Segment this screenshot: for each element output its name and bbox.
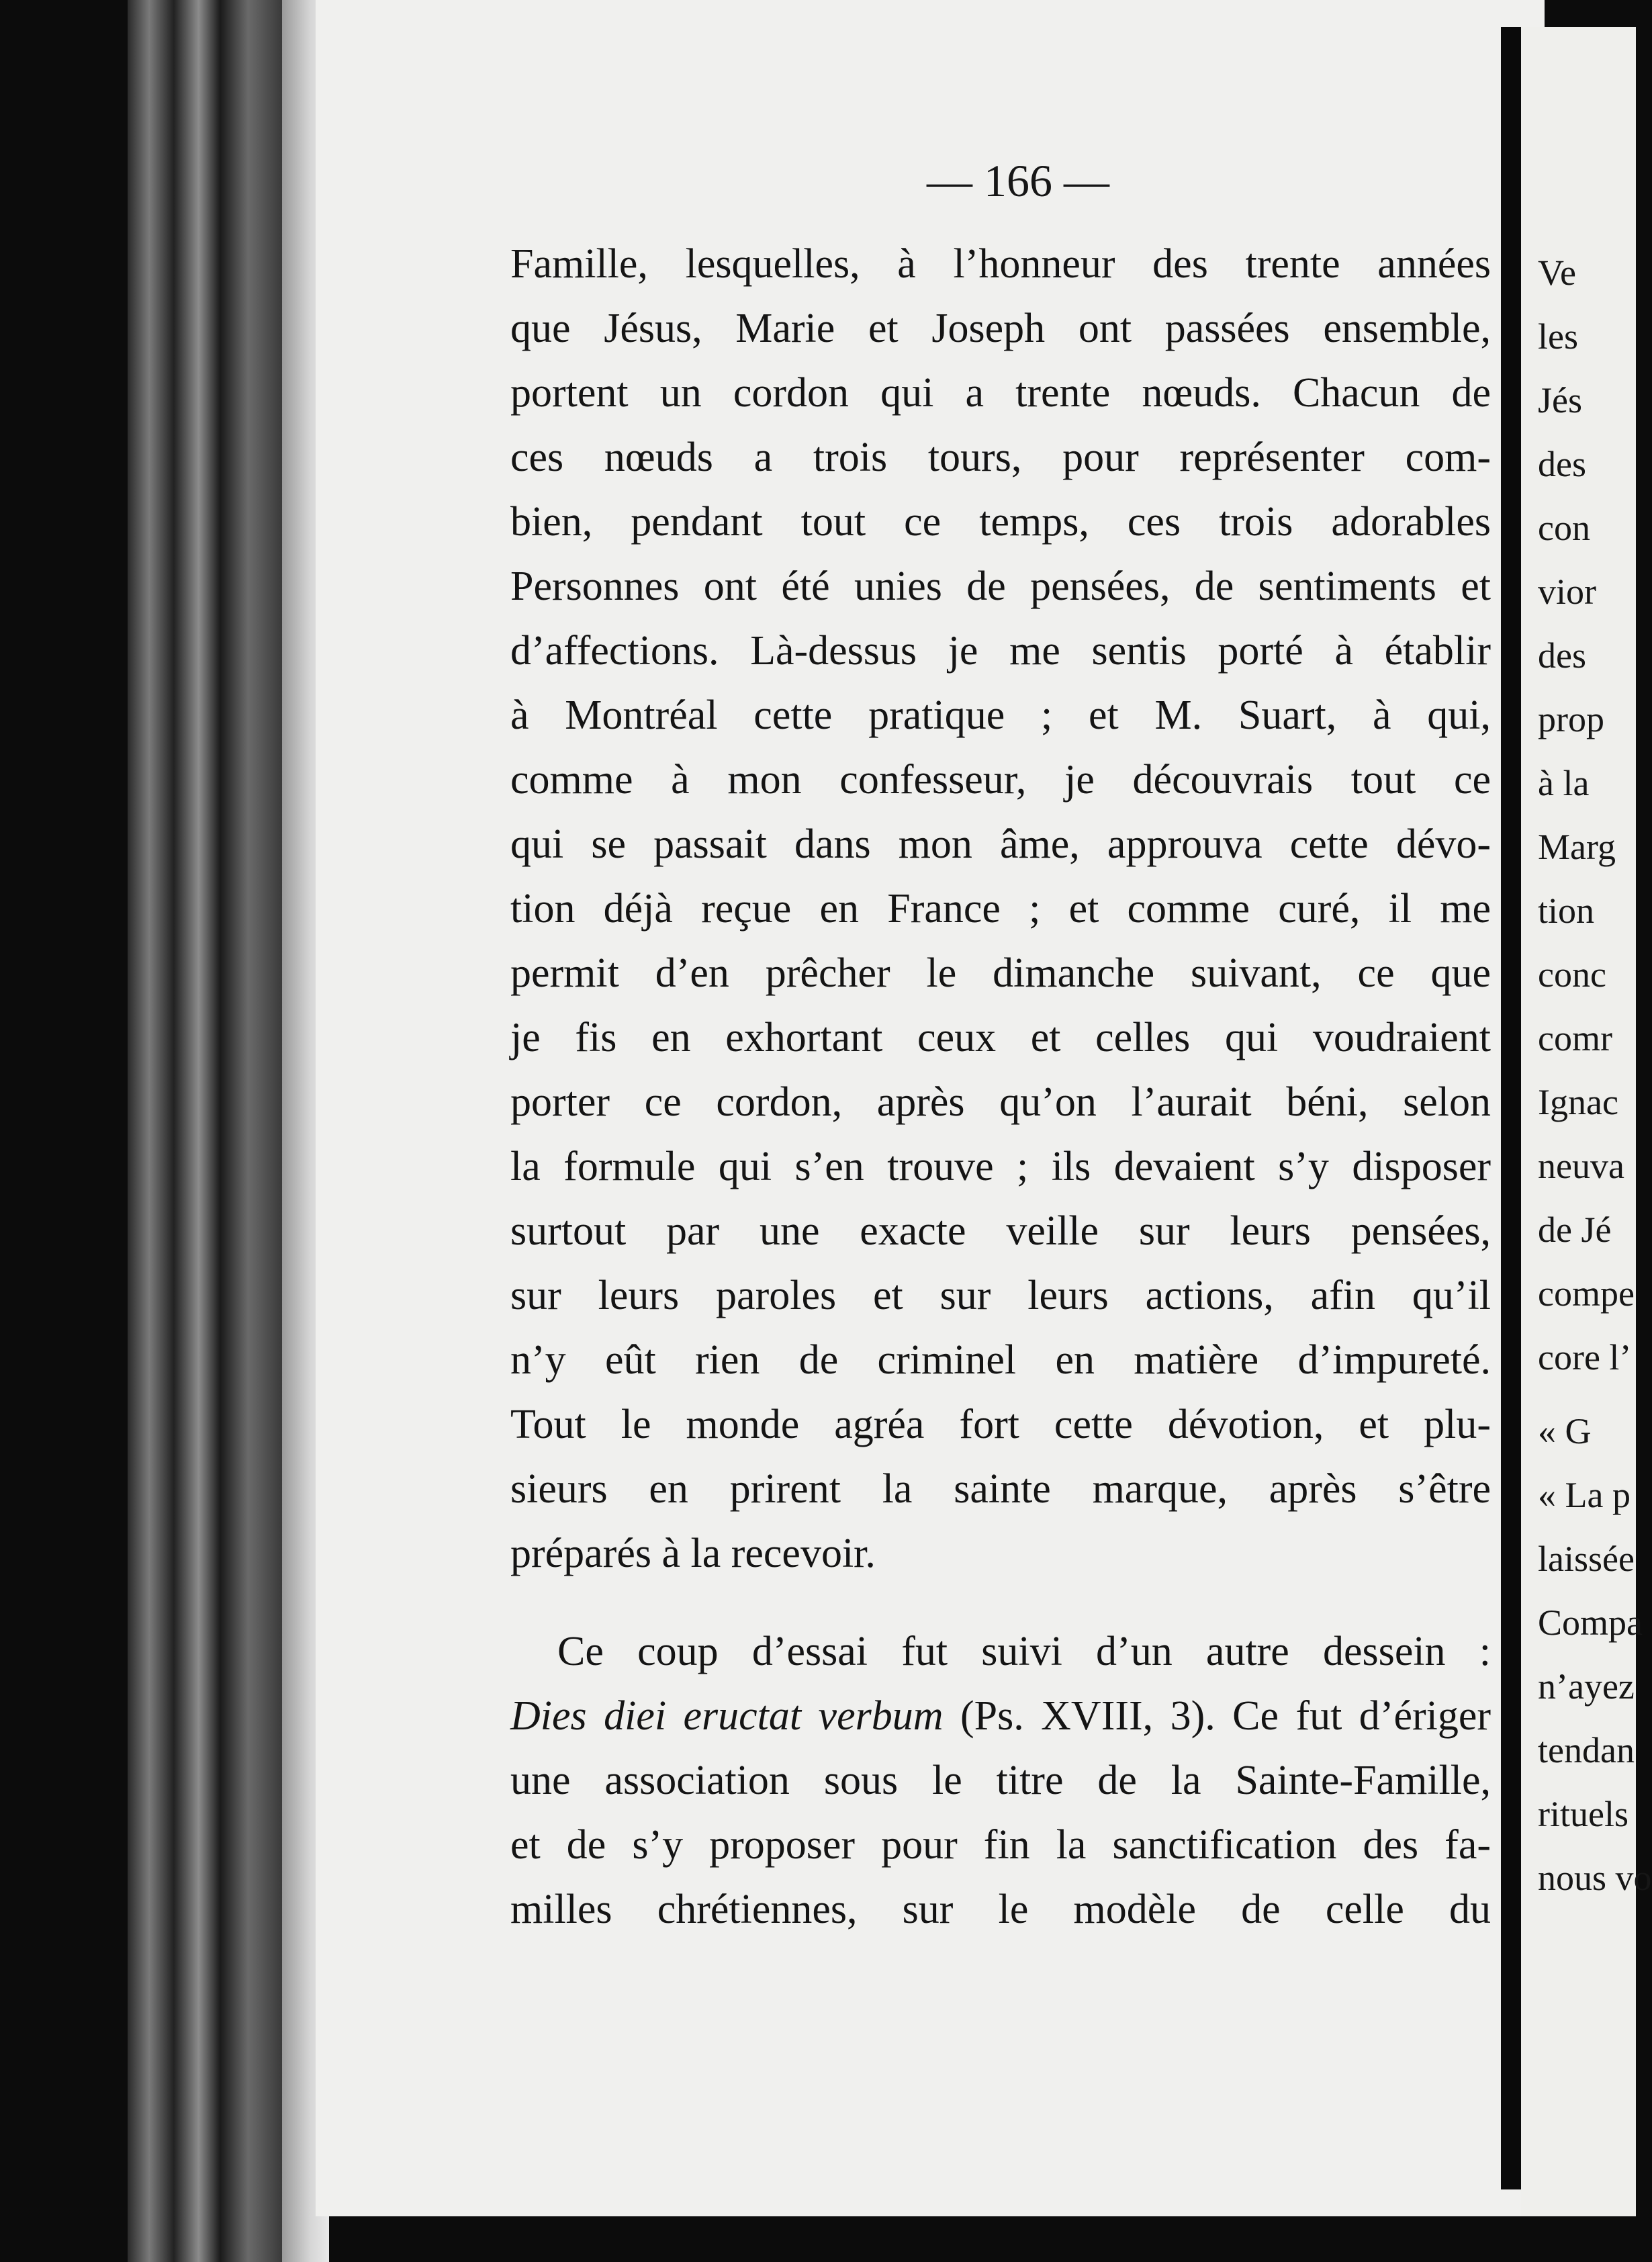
facing-page-fragment: « La p	[1538, 1475, 1631, 1515]
page-number: — 166 —	[927, 155, 1109, 206]
facing-page-fragment: n’ayez	[1538, 1666, 1635, 1707]
text-line	[510, 1684, 1491, 1748]
facing-page-fragment: des	[1538, 635, 1586, 676]
facing-page-fragment: Compa	[1538, 1602, 1643, 1643]
text-line: à Montréal cette pratique ; et M. Suart, à qui,	[510, 692, 1491, 738]
text-line: je fis en exhortant ceux et celles qui voudraient	[510, 1015, 1491, 1060]
facing-page-fragment: vior	[1538, 572, 1596, 612]
facing-page-fragment: de Jé	[1538, 1210, 1612, 1250]
facing-page-fragment: con	[1538, 508, 1590, 548]
facing-page-fragment: laissée	[1538, 1539, 1635, 1579]
text-line: sieurs en prirent la sainte marque, après s’être	[510, 1466, 1491, 1512]
facing-page-fragment: neuva	[1538, 1146, 1624, 1186]
text-line: préparés à la recevoir.	[510, 1531, 876, 1576]
facing-page-fragment: conc	[1538, 954, 1606, 995]
text-line: n’y eût rien de criminel en matière d’impureté.	[510, 1337, 1491, 1383]
facing-page-fragment: nous vo	[1538, 1858, 1652, 1898]
book-binding	[128, 0, 282, 2262]
text-line: comme à mon confesseur, je découvrais tout ce	[510, 757, 1491, 803]
facing-page-fragment: à la	[1538, 763, 1590, 803]
text-line: portent un cordon qui a trente nœuds. Chacun de	[510, 370, 1491, 416]
page-gutter	[1501, 27, 1521, 2189]
text-line: porter ce cordon, après qu’on l’aurait béni, selon	[510, 1079, 1491, 1125]
text-line: bien, pendant tout ce temps, ces trois adorables	[510, 499, 1491, 545]
facing-page-fragment: « G	[1538, 1411, 1592, 1451]
facing-page-fragment: Marg	[1538, 827, 1616, 867]
text-line: surtout par une exacte veille sur leurs pensées,	[510, 1208, 1491, 1254]
facing-page-fragment: des	[1538, 444, 1586, 484]
facing-page-fragment: prop	[1538, 699, 1604, 739]
body-text	[510, 232, 1491, 1942]
text-line: Tout le monde agréa fort cette dévotion, et plu-	[510, 1402, 1491, 1447]
text-line: la formule qui s’en trouve ; ils devaient s’y disposer	[510, 1144, 1491, 1189]
text-line: Ce coup d’essai fut suivi d’un autre dessein :	[557, 1629, 1491, 1674]
text-line: d’affections. Là-dessus je me sentis porté à établir	[510, 628, 1491, 674]
facing-page-fragment: tion	[1538, 891, 1595, 931]
facing-page-fragment: comr	[1538, 1018, 1612, 1058]
text-line: ces nœuds a trois tours, pour représenter com-	[510, 435, 1491, 480]
text-line: tion déjà reçue en France ; et comme curé, il me	[510, 886, 1491, 932]
facing-page-fragment: tendan	[1538, 1730, 1635, 1770]
text-line: que Jésus, Marie et Joseph ont passées ensemble,	[510, 306, 1491, 351]
facing-page-fragment: core l’	[1538, 1337, 1632, 1377]
text-line: Personnes ont été unies de pensées, de sentiments et	[510, 563, 1491, 609]
facing-page-fragment: Ve	[1538, 253, 1576, 293]
facing-page-fragment: Ignac	[1538, 1082, 1618, 1122]
text-segment: (Ps. XVIII, 3). Ce fut d’ériger	[943, 1693, 1491, 1739]
text-line: sur leurs paroles et sur leurs actions, afin qu’il	[510, 1273, 1491, 1318]
facing-page-fragment: Jés	[1538, 380, 1582, 420]
facing-page-fragment: les	[1538, 316, 1578, 357]
text-line: Famille, lesquelles, à l’honneur des trente années	[510, 241, 1491, 287]
text-line: une association sous le titre de la Sainte-Famille,	[510, 1758, 1491, 1803]
text-line: permit d’en prêcher le dimanche suivant, ce que	[510, 950, 1491, 996]
text-line: milles chrétiennes, sur le modèle de celle du	[510, 1887, 1491, 1932]
latin-quote: Dies diei eructat verbum	[510, 1693, 944, 1739]
text-line: qui se passait dans mon âme, approuva cette dévo-	[510, 821, 1491, 867]
facing-page-fragment: rituels	[1538, 1794, 1628, 1834]
text-line: et de s’y proposer pour fin la sanctification des fa-	[510, 1822, 1491, 1868]
facing-page-fragment: compe	[1538, 1273, 1635, 1314]
